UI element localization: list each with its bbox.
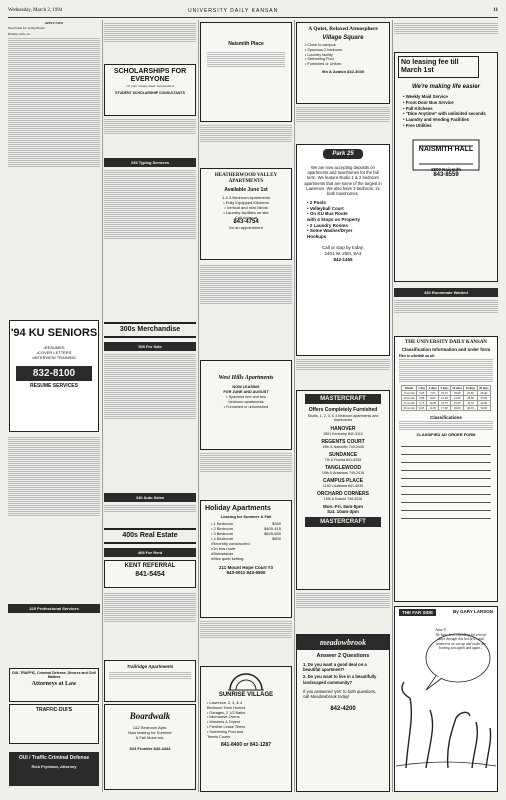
living-item: • Laundry and Vending Facilities (403, 117, 469, 123)
rate-cell: 3.95 (416, 391, 427, 396)
ad-text-2: Holiday Gifts, etc. (8, 31, 31, 36)
merchandise-bar (104, 322, 196, 338)
rates-header: 5 days (440, 386, 449, 390)
parkway-feature: with 4 Stops on Property (307, 217, 361, 222)
heatherwood-avail: Available June 1st (224, 187, 268, 193)
scholar-title: SCHOLARSHIPS FOR EVERYONE (113, 68, 187, 83)
senior-title: '94 KU SENIORS (10, 327, 98, 339)
sunrise-village-ad (200, 666, 292, 792)
sunrise-line: Tennis Courts (207, 734, 231, 739)
column-1-lower (8, 436, 100, 606)
header-date: Wednesday, March 2, 1994 (8, 8, 63, 13)
holiday-rate-label: • 1 Bedroom (211, 521, 234, 526)
class-title: Classification Information and order form (401, 347, 491, 352)
mastercraft-logo-bottom: MASTERCRAFT (305, 517, 381, 527)
holiday-title: Holiday Apartments (205, 505, 271, 512)
west-hills-ad (200, 360, 292, 450)
parkway-feature: • 2 Laundry Rooms (307, 222, 348, 228)
for-sale-bar: 305 For Sale (104, 342, 196, 351)
heatherwood-phone: 843-4754 (233, 219, 259, 225)
holiday-apartments-ad (200, 500, 292, 618)
mastercraft-ad (296, 390, 390, 590)
sunrise-line: Bedroom Town Homes (207, 705, 246, 710)
parkway-desc: We are now accepting deposits on apartments and townhomes for the fall term. We feature studio 1 & 2 bedroom apartments that are some of the largest in Lawrence. We also have 3 bedroom, 2x bath townhomes. (304, 165, 382, 197)
kansan-logo: THE UNIVERSITY DAILY KANSAN (404, 340, 488, 345)
column-divider (198, 20, 199, 792)
rate-cell: 10.20 (427, 401, 439, 406)
holiday-rate-price: $800 (272, 536, 281, 541)
westhill-line: NOW LEASING (232, 385, 260, 389)
rate-cell: 10.15 (439, 391, 451, 396)
oul2-title: OUI / Traffic Criminal Defense (18, 755, 90, 761)
meadowbrook-ad (296, 634, 390, 792)
form-line[interactable] (401, 449, 491, 455)
form-line[interactable] (401, 505, 491, 511)
mc-place-name: CAMPUS PLACE (322, 478, 363, 484)
holiday-rate-price: $340 (272, 521, 281, 526)
column-divider (294, 20, 295, 792)
village-line: • Spacious 2 bedroom (305, 47, 343, 52)
heatherwood-line: 1-2-3 Bedroom Apartments (221, 195, 271, 200)
naismith-hall-name: NAISMITH HALL (418, 145, 474, 153)
rate-cell: 17.00 (439, 406, 451, 411)
holiday-rate-price: $625-650 (264, 531, 281, 536)
holiday-phone: 843-0011 843-6500 (226, 570, 266, 575)
sunrise-line: • Washers & Dryers (207, 720, 241, 725)
rate-cell: 25.00 (450, 401, 463, 406)
quiet-title: A Quiet, Relaxed Atmosphere (308, 26, 378, 32)
village-phone: 9th & Avalon 842-3040 (321, 68, 365, 74)
mc-place-phone: 7th & Florida 841-5255 (324, 458, 362, 462)
page-header (8, 6, 498, 18)
naismith-place-ad (200, 22, 292, 122)
form-line[interactable] (401, 457, 491, 463)
heatherwood-ad (200, 168, 292, 260)
parkway-phone: 842-1455 (333, 256, 353, 262)
mb-answer: If you answered 'yes' to both questions, call Meadowbrook today! (303, 688, 377, 700)
auto-sales-bar: 340 Auto Sales (104, 493, 196, 502)
column-5-side (394, 284, 498, 286)
rates-header: 3 days (428, 386, 437, 390)
village-square-ad (296, 22, 390, 104)
real-estate-label: 400s Real Estate (122, 532, 178, 539)
rate-cell: 21.00 (450, 396, 463, 401)
order-form-title: CLASSIFIED AD ORDER FORM (416, 432, 476, 437)
sunrise-logo-icon (226, 670, 266, 692)
rate-cell: 6.65 (416, 406, 427, 411)
rate-cell: 7.05 (427, 391, 439, 396)
senior-phone: 832-8100 (16, 366, 92, 381)
form-line[interactable] (401, 513, 491, 519)
form-line[interactable] (401, 497, 491, 503)
rate-cell: 34.35 (464, 401, 477, 406)
mc-place-phone: 1140 Louisiana 841-4935 (322, 484, 364, 488)
naismith-hall-ad (394, 52, 498, 282)
form-line[interactable] (401, 441, 491, 447)
living-item: • Weekly Maid Service (403, 94, 448, 99)
rate-cell: 42.80 (477, 401, 490, 406)
mb-question: 1. Do you want a good deal on a beautiful apartment? (303, 662, 367, 673)
mc-place-phone: 1501 Kentucky 841-3112 (323, 432, 363, 436)
westhill-line: • Spacious one and two (226, 395, 266, 399)
column-4-text3 (296, 592, 390, 632)
living-item: • Full Kitchens (403, 105, 433, 111)
ad-apply: APPLY NOW (44, 22, 64, 25)
rates-header: 15 days (465, 386, 476, 390)
rate-cell: 5.75 (416, 401, 427, 406)
oul2-ad (9, 752, 99, 786)
header-page: 11 (493, 8, 498, 13)
rate-cell: 28.40 (477, 391, 490, 396)
westhill-line: • Furnished or unfurnished (223, 405, 269, 409)
column-2-autos (104, 504, 196, 526)
boardwalk-line: 1&2 Bedroom Apts. (132, 725, 168, 730)
scholarship-ad (104, 64, 196, 116)
boardwalk-line: 524 Frontier 842-4444 (129, 746, 171, 751)
senior-item: •INTERVIEW TRAINING (32, 355, 76, 360)
rate-cell: 28.60 (464, 396, 477, 401)
westhill-logo: West Hills Apartments (218, 375, 274, 381)
living-item: • "Dine Anytime" with unlimited seconds (403, 111, 486, 117)
column-4-text2 (296, 358, 390, 388)
trailridge-title: Trailridge Apartments (126, 664, 174, 669)
parkway-feature: • On KU Bus Route (307, 211, 348, 217)
filler-text (8, 38, 100, 167)
rates-header: 1 day (418, 386, 426, 390)
living-item: • Free Utilities (403, 122, 432, 128)
meadowbrook-logo: meadowbrook (297, 635, 389, 650)
rate-cell: 30 words (403, 406, 415, 410)
oul-ad (9, 668, 99, 702)
real-estate-bar (104, 528, 196, 544)
sunrise-phone: 841-8400 or 841-1287 (220, 742, 272, 749)
heatherwood-line: • Laundry facilities on site (223, 210, 269, 215)
professional-services-bar: 225 Professional Services (8, 604, 100, 613)
rate-cell: 8.60 (427, 396, 439, 401)
parkway-call: Call or stop by today. (322, 245, 364, 251)
rate-cell: 14.75 (439, 401, 451, 406)
class-section: Classifications (430, 415, 462, 420)
sunrise-line: • Garages, 2 1/2 Baths (207, 710, 246, 715)
column-5-top (394, 22, 498, 50)
parkway-feature: • Some Washer/Dryer (307, 228, 353, 234)
mc-place-name: ORCHARD CORNERS (317, 491, 369, 497)
rate-cell: 50.00 (477, 406, 490, 411)
naismith-addr: 1800 Naismith (430, 166, 462, 172)
rate-cell: 20 words (403, 396, 415, 400)
farside-title: THE FAR SIDE (399, 609, 436, 616)
sunrise-line: • Swimming Pool and (207, 729, 243, 734)
senior-item: •RESUMES (43, 345, 65, 350)
holiday-rate-price: $400-415 (264, 526, 281, 531)
mc-hours2: Sat. 10am-3pm (327, 509, 359, 514)
column-3-mid (200, 124, 292, 166)
heatherwood-line: • Fully Equipped Kitchens (223, 200, 269, 205)
column-divider (102, 20, 103, 792)
mc-place-phone: 15th & Kasold 749-4226 (323, 497, 363, 501)
mc-place-name: REGENTS COURT (321, 439, 365, 445)
village-line: • Swimming Pool (305, 57, 334, 62)
column-2-top (104, 22, 196, 62)
column-5-roommate (394, 299, 498, 333)
mb-question: 2. Do you want to live in a beautifully landscaped community? (303, 674, 377, 685)
parkway-logo: Park 25 (323, 149, 363, 159)
village-logo: Village Square (322, 35, 364, 41)
typing-bar: 235 Typing Services (104, 158, 196, 167)
header-paper: UNIVERSITY DAILY KANSAN (188, 8, 279, 14)
kent-title: KENT REFERRAL (124, 563, 176, 569)
boardwalk-ad (104, 704, 196, 790)
form-line[interactable] (401, 489, 491, 495)
farside-caption: We have been marching for several days through this hot hell—and tomorrow we are up and under the beating sun again and again... (435, 633, 487, 651)
boardwalk-logo: Boardwalk (129, 711, 171, 721)
how-to: How to schedule an ad: (399, 354, 435, 358)
mc-place-name: TANGLEWOOD (324, 465, 362, 471)
column-3-text3 (200, 620, 292, 664)
for-rent-bar: 405 For Rent (104, 548, 196, 557)
oul-title: OUL TRAFFIC, Criminal Defense, Divorce and Civil Matters (11, 671, 97, 679)
senior-footer: RESUME SERVICES (30, 383, 78, 389)
classified-order-form (394, 336, 498, 602)
heatherwood-line: • Vertical and mini blinds (224, 205, 268, 210)
sunrise-line: • Flexible Lease Terms (207, 724, 246, 729)
mc-offers-sub: Studio, 1, 2, 3, & 4 bedroom apartments and townhomes (307, 414, 379, 422)
mc-place-name: HANOVER (330, 426, 356, 432)
farside-byline: By GARY LARSON (452, 609, 493, 614)
form-line[interactable] (401, 465, 491, 471)
parkway-ad (296, 144, 390, 356)
rate-cell: 35.60 (477, 396, 490, 401)
heatherwood-line: for an appointment (229, 225, 263, 230)
rate-cell: 12.40 (439, 396, 451, 401)
mc-hours: Mon.-Fri. 9am-5pm (322, 504, 363, 509)
senior-item: •COVER LETTERS (36, 350, 72, 355)
heatherwood-line: Call today at (234, 215, 258, 220)
oul-sub: Attorneys at Law (31, 681, 77, 687)
form-line[interactable] (401, 481, 491, 487)
heatherwood-title: HEATHERWOOD VALLEY APARTMENTS (214, 173, 278, 184)
sunrise-title: SUNRISE VILLAGE (218, 692, 274, 698)
column-3-text2 (200, 452, 292, 498)
rates-table (401, 385, 491, 411)
holiday-rate-label: • 2 Bedroom (211, 526, 234, 531)
naismith-phone: 843-8559 (433, 171, 459, 178)
holiday-addr: 211 Mount Hope Court #3 (218, 565, 273, 570)
naismith-place-name: Naismith Place (228, 41, 264, 47)
mb-phone: 842-4200 (330, 706, 356, 713)
rate-cell: 16.90 (450, 391, 463, 396)
mc-place-phone: 19th & Naismith 749-0445 (322, 445, 364, 449)
rate-cell: 15 words (403, 391, 415, 395)
mb-title: Answer 2 Questions (316, 653, 370, 659)
mastercraft-logo: MASTERCRAFT (305, 394, 381, 404)
holiday-rate-label: • 4 Bedroom (211, 536, 234, 541)
parkway-feature: • Volleyball Court (307, 205, 344, 211)
holiday-extra: •Recently constructed (211, 541, 250, 546)
far-side-cartoon (394, 606, 498, 792)
rate-cell: 25 words (403, 401, 415, 405)
scholar-org: STUDENT SCHOLARSHIP CONSULTANTS (115, 91, 185, 95)
column-4-text (296, 106, 390, 142)
rate-cell: 11.85 (427, 406, 439, 411)
rate-cell: 40.05 (464, 406, 477, 411)
traffic-title: TRAFFIC-DUI'S (35, 707, 73, 713)
mc-offers: Offers Completely Furnished (308, 407, 378, 413)
westhill-line: FOR JUNE AND AUGUST (223, 390, 269, 394)
parkway-feature: • 2 Pools (307, 200, 326, 206)
rate-cell: 4.80 (416, 396, 427, 401)
rates-header: 20 days (479, 386, 489, 390)
living-item: • Front Door Bus Service (403, 99, 454, 105)
farside-date: June 9 (435, 627, 446, 632)
trailridge-ad (104, 660, 196, 702)
traffic-ad (9, 704, 99, 744)
oul2-sub: Rick Frydman, Attorney (31, 764, 77, 769)
merchandise-label: 300s Merchandise (119, 326, 181, 333)
mc-place-name: SUNDANCE (328, 452, 358, 458)
no-leasing: No leasing fee till March 1st (398, 56, 479, 78)
column-3-text (200, 264, 292, 356)
column-2-forsale (104, 353, 196, 495)
ad-text-1: Need funds for Spring Break? (8, 26, 46, 31)
roommate-wanted-bar: 430 Roommate Wanted (394, 288, 498, 297)
boardwalk-line: Now leasing for Summer (128, 730, 172, 735)
holiday-extra: •On bus route (211, 546, 236, 551)
form-line[interactable] (401, 473, 491, 479)
column-2-mid (104, 118, 196, 156)
make-living: We're making life easier (411, 84, 480, 90)
senior-ad (9, 320, 99, 432)
column-divider (392, 20, 393, 792)
rates-header: 10 days (452, 386, 462, 390)
scholar-sub: Or your money back. Guaranteed (126, 84, 174, 88)
sunrise-line: • Microwave Ovens (207, 715, 240, 720)
rates-header: Words (402, 386, 417, 391)
sunrise-line: • Lawrence, 2, 3, & 4 (207, 701, 243, 705)
village-line: • Furnished or Unfurn. (305, 62, 343, 67)
mc-place-phone: 19th & Arkansas 749-2415 (321, 471, 365, 475)
rate-cell: 29.00 (450, 406, 463, 411)
parkway-addr: 2401 W. 25th, 9A3 (324, 250, 362, 256)
table-row (402, 406, 491, 411)
kent-referral-ad (104, 560, 196, 588)
westhill-line: bedroom apartments (228, 400, 264, 404)
rate-cell: 22.85 (464, 391, 477, 396)
holiday-sub: Leasing for Summer & Fall (220, 514, 272, 519)
column-2-typing (104, 169, 196, 317)
parkway-feature: Hookups (307, 233, 327, 239)
holiday-extra: •Mice quiet setting (211, 556, 244, 561)
village-line: • Laundry facility (305, 52, 333, 57)
boardwalk-line: & Fall Move-ins. (135, 735, 165, 740)
column-2-rent (104, 592, 196, 658)
holiday-extra: •Dishwasher (211, 551, 234, 556)
village-line: • Close to campus (305, 43, 336, 47)
kent-phone: 841-5454 (135, 571, 165, 578)
holiday-rate-label: • 3 Bedroom (211, 531, 234, 536)
